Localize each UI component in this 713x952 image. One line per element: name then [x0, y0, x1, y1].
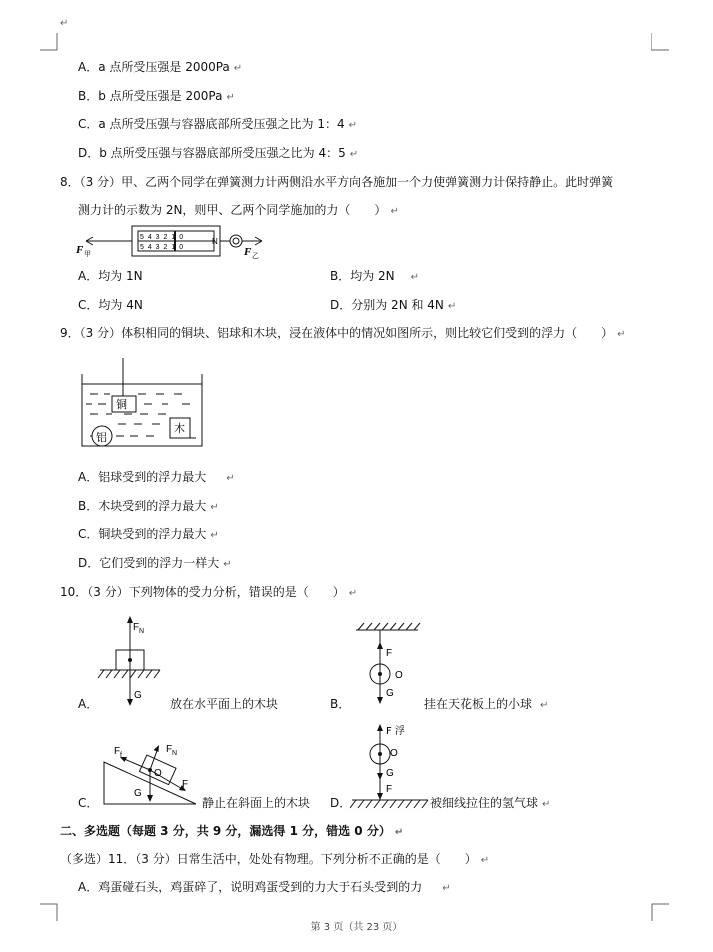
- q10-option-a-letter: A．: [78, 697, 99, 711]
- q9-stem: 9．（3 分）体积相同的铜块、铝球和木块，浸在液体中的情况如图所示，则比较它们受到的浮力（ ） ↵: [60, 326, 626, 340]
- q10-option-d-caption: 被细线拉住的氢气球 ↵: [430, 796, 551, 810]
- q10-a-fn-sub: N: [139, 628, 145, 635]
- q10-option-c-letter: C．: [78, 796, 99, 810]
- q10-c-o-label: O: [154, 768, 162, 779]
- q8-spring-scale-figure: [72, 222, 272, 264]
- q10-c-g-label: G: [134, 788, 142, 799]
- q8-label-f-jia: F: [76, 244, 84, 256]
- q8-label-f-jia-sub: 甲: [84, 250, 91, 258]
- q11-option-a: A．鸡蛋碰石头，鸡蛋碎了，说明鸡蛋受到的力大于石头受到的力 ↵: [78, 880, 451, 894]
- section-2-heading: 二、多选题（每题 3 分，共 9 分，漏选得 1 分，错选 0 分） ↵: [60, 824, 404, 838]
- q8-option-b: B．均为 2N ↵: [330, 269, 420, 283]
- q8-stem-line2: 测力计的示数为 2N，则甲、乙两个同学施加的力（ ） ↵: [78, 203, 399, 217]
- q10-c-f-label: F: [182, 779, 189, 790]
- q10-option-d-letter: D．: [330, 796, 352, 810]
- q10-b-g-label: G: [386, 688, 394, 699]
- q8-scale-unit: N: [212, 237, 218, 246]
- q7-option-a: A．a 点所受压强是 2000Pa ↵: [78, 60, 243, 74]
- q9-container-figure: [78, 358, 210, 454]
- page-footer: 第 3 页（共 23 页）: [310, 922, 403, 933]
- q10-d-g-label: G: [386, 768, 394, 779]
- crop-mark-top-right: [651, 33, 669, 51]
- page-top-paragraph-mark: ↵: [60, 18, 69, 29]
- q10-option-a-caption: 放在水平面上的木块: [170, 697, 279, 711]
- q9-option-b: B．木块受到的浮力最大 ↵: [78, 499, 219, 513]
- q9-option-a: A．铝球受到的浮力最大 ↵: [78, 470, 235, 484]
- q10-b-f-label: F: [386, 648, 393, 659]
- q8-scale-top: 5 4 3 2 1 0: [140, 234, 185, 241]
- q8-option-c: C．均为 4N: [78, 298, 143, 312]
- q10-c-ff-label: F: [114, 746, 121, 757]
- q8-scale-bottom: 5 4 3 2 1 0: [140, 244, 185, 251]
- q10-c-ff-sub: f: [120, 752, 122, 759]
- q9-label-copper: 铜: [116, 398, 127, 411]
- q10-stem: 10．（3 分）下列物体的受力分析，错误的是（ ） ↵: [60, 585, 358, 599]
- q10-figure-d: [350, 722, 430, 810]
- q10-a-fn-label: F: [133, 622, 140, 633]
- q10-figure-a: [96, 614, 166, 710]
- q10-d-o-label: O: [390, 748, 398, 759]
- q10-option-b-caption: 挂在天花板上的小球 ↵: [424, 697, 549, 711]
- q11-stem: （多选）11．（3 分）日常生活中，处处有物理。下列分析不正确的是（ ） ↵: [60, 852, 490, 866]
- q8-stem-line1: 8．（3 分）甲、乙两个同学在弹簧测力计两侧沿水平方向各施加一个力使弹簧测力计保持静止。此时弹簧: [60, 175, 614, 189]
- q8-label-f-yi: F: [244, 246, 252, 258]
- q10-c-fn-sub: N: [172, 750, 178, 757]
- q9-label-aluminum: 铝: [96, 431, 107, 444]
- q10-c-fn-label: F: [166, 744, 173, 755]
- q10-d-f-label: F: [386, 784, 393, 795]
- q10-option-b-letter: B．: [330, 697, 351, 711]
- q8-option-a: A．均为 1N: [78, 269, 143, 283]
- q10-figure-c: [100, 738, 200, 810]
- crop-mark-top-left: [40, 33, 58, 51]
- q7-option-c: C．a 点所受压强与容器底部所受压强之比为 1：4 ↵: [78, 117, 358, 131]
- q9-option-c: C．铜块受到的浮力最大 ↵: [78, 527, 219, 541]
- q9-label-wood: 木: [174, 422, 185, 435]
- q7-option-b: B．b 点所受压强是 200Pa ↵: [78, 89, 235, 103]
- q7-option-d: D．b 点所受压强与容器底部所受压强之比为 4：5 ↵: [78, 146, 359, 160]
- q10-option-c-caption: 静止在斜面上的木块: [202, 796, 311, 810]
- q10-figure-b: [352, 620, 422, 706]
- q10-a-g-label: G: [134, 690, 142, 701]
- q8-option-d: D．分别为 2N 和 4N ↵: [330, 298, 457, 312]
- q10-d-ffu-label: F 浮: [386, 726, 405, 737]
- q10-b-o-label: O: [395, 670, 403, 681]
- q8-label-f-yi-sub: 乙: [252, 252, 259, 260]
- q9-option-d: D．它们受到的浮力一样大 ↵: [78, 556, 232, 570]
